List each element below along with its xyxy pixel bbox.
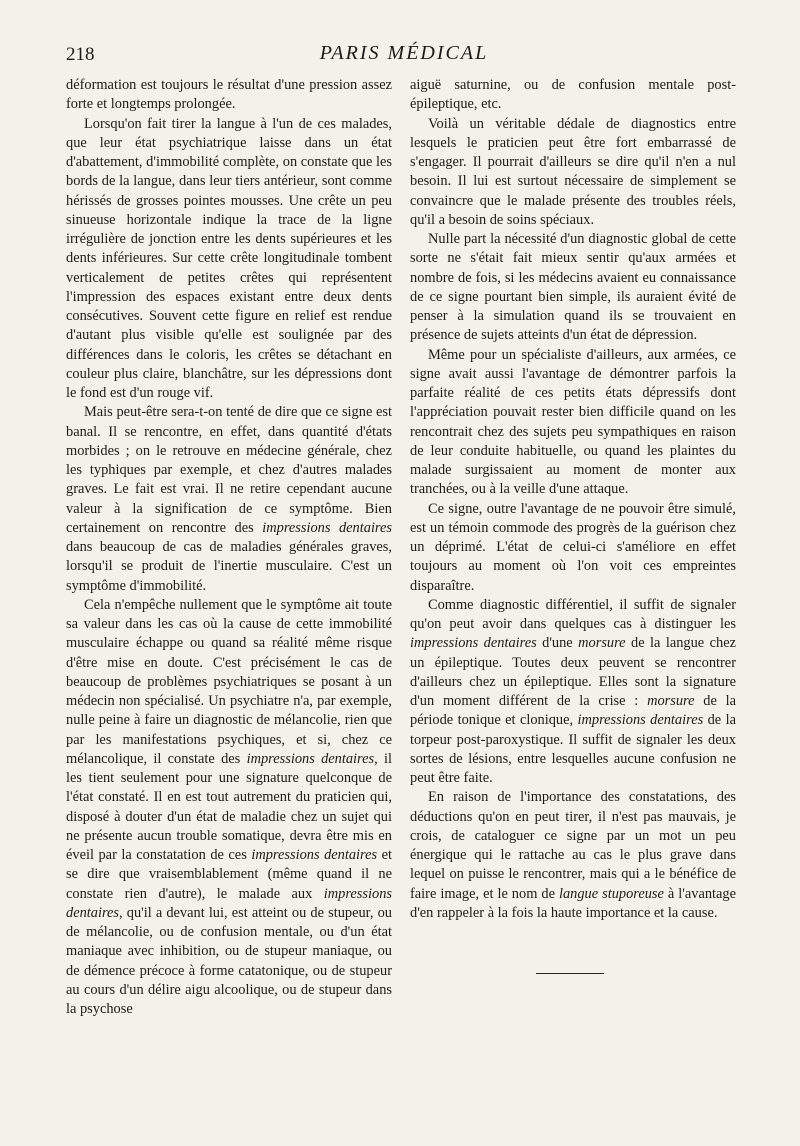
page-number: 218 (66, 44, 95, 65)
paragraph: Comme diagnostic différentiel, il suffit de signaler qu'on peut avoir dans quelques cas à distinguer les impressions dentaires d'une morsure de la langue chez un épileptique. Toutes deux peuvent se rencontrer d'ailleurs chez un épileptique. Elles sont la signature d'un moment différent de la crise : morsure de la période tonique et clonique, impressions dentaires de la torpeur post-paroxystique. Il suffit de signaler les deux sortes de lésions, entre lesquelles aucune confusion ne peut être faite. (410, 596, 737, 786)
paragraph: Même pour un spécialiste d'ailleurs, aux armées, ce signe avait aussi l'avantage de démontrer parfois la parfaite réalité de ces petits états dépressifs dont l'appréciation pouvait rester bien difficile quand on les rencontrait chez des sujets peu sympathiques en raison de leur conduite habituelle, ou quand les plaintes du malade surgissaient au moment de monter aux tranchées, ou à la veille d'une attaque. (410, 346, 736, 498)
paragraph: Voilà un véritable dédale de diagnostics entre lesquels le praticien peut être fort embarrassé de s'engager. Il pourrait d'ailleurs se dire qu'il n'en a nul besoin. Il lui est surtout nécessaire de simplement se convaincre que le malade présente des troubles réels, qu'il a besoin de soins spéciaux. (410, 115, 736, 228)
running-title: PARIS MÉDICAL (319, 42, 489, 64)
paragraph: Mais peut-être sera-t-on tenté de dire que ce signe est banal. Il se rencontre, en effet, dans quantité d'états morbides ; on le retrouve en médecine générale, chez les typhiques par exemple, et chez d'autres malades graves. Le fait est vrai. Il ne retire cependant aucune valeur à la signification de ce symptôme. Bien certainement on rencontre des impressions dentaires dans beaucoup de cas de maladies générales graves, lorsqu'il se produit de l'inertie musculaire. C'est un symptôme d'immobilité. (66, 404, 392, 594)
page-header (66, 40, 742, 72)
paragraph: aiguë saturnine, ou de confusion mentale post-épileptique, etc. (410, 77, 736, 113)
section-separator-rule (536, 973, 604, 974)
paragraph: Cela n'empêche nullement que le symptôme ait toute sa valeur dans les cas où la cause de cette immobilité musculaire échappe ou quand sa réalité même risque d'être mise en doute. C'est précisément le cas de beaucoup de problèmes psychiatriques se posant à un médecin non spécialisé. Un psychiatre n'a, par exemple, nulle peine à faire un diagnostic de mélancolie, rien que par les manifestations psychiques, et si, chez ce mélancolique, il constate des impressions dentaires, il les tient seulement pour une signature quelconque de l'état constaté. Il en est tout autrement du praticien qui, disposé à douter d'un état de maladie chez un sujet qui ne présente aucun trouble somatique, devra être mis en éveil par la constatation de ces impressions dentaires et se dire que vraisemblablement (même quand il ne constate rien d'autre), le malade aux impressions dentaires, qu'il a devant lui, est atteint ou de stupeur, ou de mélancolie, ou de confusion mentale, ou d'un état maniaque avec inhibition, ou de stupeur maniaque, ou de démence précoce à forme catatonique, ou de stupeur au cours d'un délire aigu alcoolique, ou de stupeur dans la psychose (66, 596, 393, 1017)
paragraph: Ce signe, outre l'avantage de ne pouvoir être simulé, est un témoin commode des progrès de la guérison chez un déprimé. L'état de celui-ci s'améliore en effet toujours au moment où l'on voit ces empreintes disparaître. (410, 500, 736, 594)
right-column (410, 76, 736, 923)
paragraph: déformation est toujours le résultat d'une pression assez forte et longtemps prolongée. (66, 77, 392, 113)
paragraph: Nulle part la nécessité d'un diagnostic global de cette sorte ne s'était fait mieux sentir qu'aux armées et nombre de fois, si les médecins avaient eu connaissance de ce signe pourtant bien simple, ils auraient évité de penser à la simulation quand ils se trouvaient en présence de sujets atteints d'un état de dépression. (410, 231, 736, 344)
paragraph: En raison de l'importance des constatations, des déductions qu'on en peut tirer, il n'est pas mauvais, je crois, de cataloguer ce signe par un mot un peu énergique qui le rattache au cas le plus grave dans lequel on puisse le rencontrer, mais qui a le bénéfice de faire image, et le nom de langue stuporeuse à l'avantage d'en rappeler à la fois la haute importance et la cause. (410, 789, 736, 921)
paragraph: Lorsqu'on fait tirer la langue à l'un de ces malades, que leur état psychiatrique laisse dans un état d'abattement, d'immobilité complète, on constate que les bords de la langue, dans leur tiers antérieur, sont comme hérissés de grosses pointes mousses. Une crête un peu sinueuse horizontale indique la trace de la ligne irrégulière de jonction entre les dents supérieures et les dents inférieures. Sur cette crête longitudinale tombent verticalement de petites crêtes qui représentent l'impression des espaces existant entre deux dents consécutives. Souvent cette figure en relief est rendue d'autant plus visible qu'elle est soulignée par des différences dans le coloris, les crêtes se détachant en couleur plus claire, blanchâtre, sur les dépressions dont le fond est d'un rouge vif. (66, 115, 392, 401)
left-column (66, 76, 392, 1019)
